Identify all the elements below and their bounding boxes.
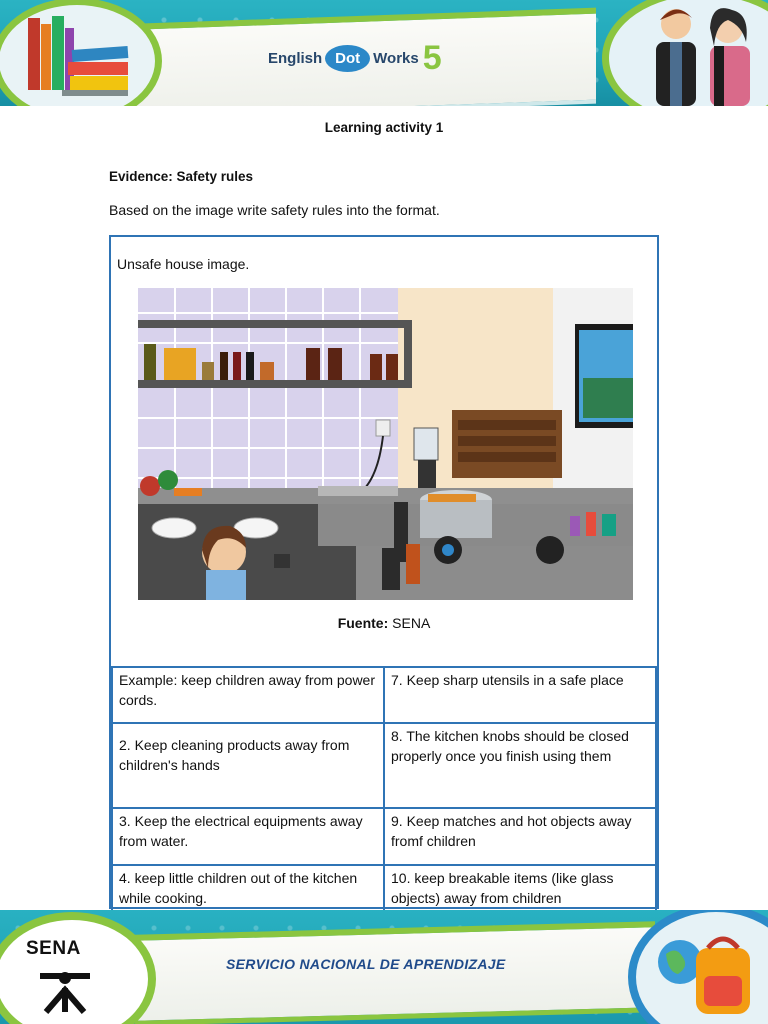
- footer-banner: [0, 910, 768, 1024]
- safety-rules-table: [111, 666, 657, 923]
- rule-cell: 3. Keep the electrical equipments away from water.: [112, 808, 384, 865]
- table-row: [112, 808, 656, 865]
- source-label: Fuente:: [337, 615, 389, 631]
- header-banner: [0, 0, 768, 106]
- footer-ribbon: [135, 921, 655, 1024]
- sena-logo-text: SENA: [26, 938, 81, 959]
- english-dot-works-logo: [268, 40, 442, 76]
- backpack-globe-icon: [652, 922, 764, 1022]
- students-illustration: [630, 2, 766, 106]
- rule-cell: 4. keep little children out of the kitchen while cooking.: [112, 865, 384, 922]
- source-value: SENA: [392, 615, 431, 631]
- footer-title: SERVICIO NACIONAL DE APRENDIZAJE: [226, 956, 506, 972]
- logo-level-number: 5: [422, 39, 442, 77]
- image-source: [111, 615, 657, 631]
- table-row: [112, 667, 656, 723]
- rule-cell: 8. The kitchen knobs should be closed properly once you finish using them: [384, 723, 656, 808]
- rule-cell: 2. Keep cleaning products away from children's hands: [112, 723, 384, 808]
- unsafe-kitchen-illustration: [138, 288, 633, 600]
- instruction-text: Based on the image write safety rules into the format.: [109, 202, 440, 218]
- logo-word-english: English: [268, 49, 323, 67]
- table-row: [112, 723, 656, 808]
- logo-word-dot: Dot: [325, 45, 370, 72]
- rule-cell: 10. keep breakable items (like glass objects) away from children: [384, 865, 656, 922]
- image-caption: Unsafe house image.: [117, 256, 250, 272]
- rule-cell: 9. Keep matches and hot objects away fromf children: [384, 808, 656, 865]
- evidence-heading: Evidence: Safety rules: [109, 169, 254, 184]
- rule-cell: Example: keep children away from power cords.: [112, 667, 384, 723]
- safety-rules-format: [109, 235, 659, 909]
- books-icon: [22, 8, 132, 100]
- page-title: Learning activity 1: [324, 120, 444, 135]
- rule-cell: 7. Keep sharp utensils in a safe place: [384, 667, 656, 723]
- logo-word-works: Works: [373, 49, 419, 67]
- image-cell: [111, 237, 657, 666]
